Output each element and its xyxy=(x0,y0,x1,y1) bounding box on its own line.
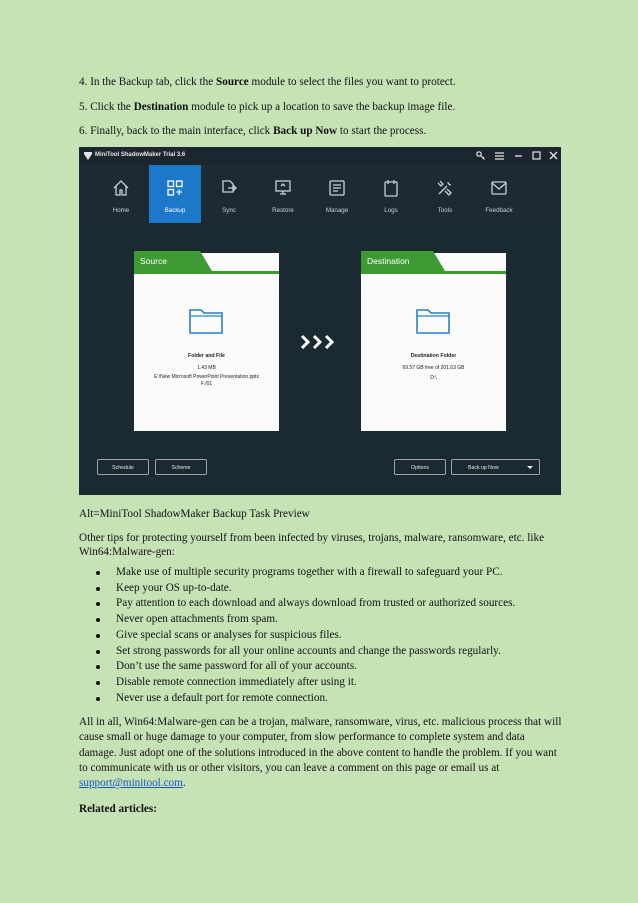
nav-restore[interactable] xyxy=(257,165,309,223)
feedback-icon xyxy=(490,179,508,197)
options-button[interactable]: Options xyxy=(394,459,446,475)
nav-sync[interactable] xyxy=(203,165,255,223)
list-item: Pay attention to each download and always download from trusted or authorized sources. xyxy=(96,596,515,612)
step-5-text-end: module to pick up a location to save the backup image file. xyxy=(188,101,456,113)
step-6-text: 6. Finally, back to the main interface, click xyxy=(79,125,274,137)
nav-manage-label: Manage xyxy=(325,207,349,214)
destination-tab: Destination xyxy=(361,251,433,271)
support-email-link[interactable]: support@minitool.com xyxy=(79,777,183,790)
list-item: Never use a default port for remote connection. xyxy=(96,691,515,707)
back-up-now-label: Back up Now xyxy=(468,465,499,471)
manage-icon xyxy=(328,179,346,197)
source-path-1: E:/New Microsoft PowerPoint Presentation.pptx xyxy=(153,374,260,380)
source-strip xyxy=(134,271,279,274)
tools-icon xyxy=(436,179,454,197)
summary-end: . xyxy=(182,777,186,790)
list-item: Give special scans or analyses for suspicious files. xyxy=(96,628,515,644)
scheme-button[interactable]: Scheme xyxy=(155,459,207,475)
nav-home-label: Home xyxy=(112,207,130,214)
related-articles-label: Related articles: xyxy=(79,803,157,815)
step-6-bold: Back up Now xyxy=(273,125,338,137)
source-card[interactable] xyxy=(134,253,279,431)
destination-free: 69.57 GB free of 201.63 GB xyxy=(402,365,465,371)
step-6-text-end: to start the process. xyxy=(337,125,427,137)
step-4-bold: Source xyxy=(216,76,249,88)
step-5-bold: Destination xyxy=(133,101,189,113)
step-4 xyxy=(79,75,456,89)
list-item: Never open attachments from spam. xyxy=(96,612,515,628)
close-icon[interactable] xyxy=(548,150,559,161)
nav-restore-label: Restore xyxy=(272,207,294,214)
folder-icon xyxy=(189,306,223,334)
nav-tools[interactable] xyxy=(419,165,471,223)
destination-strip xyxy=(361,271,506,274)
title-bar xyxy=(79,147,561,165)
related-articles-heading xyxy=(79,802,157,816)
step-4-text-end: module to select the files you want to protect. xyxy=(248,76,456,88)
back-up-now-button[interactable] xyxy=(451,459,540,475)
list-item: Don’t use the same password for all of your accounts. xyxy=(96,659,515,675)
list-item: Keep your OS up-to-date. xyxy=(96,581,515,597)
folder-icon xyxy=(416,306,450,334)
nav-manage[interactable] xyxy=(311,165,363,223)
restore-icon xyxy=(274,179,292,197)
destination-card[interactable] xyxy=(361,253,506,431)
step-4-text: 4. In the Backup tab, click the xyxy=(79,76,217,88)
summary-paragraph xyxy=(79,715,564,791)
key-icon[interactable] xyxy=(475,150,486,161)
nav-backup[interactable] xyxy=(149,165,201,223)
list-item: Disable remote connection immediately after using it. xyxy=(96,675,515,691)
main-nav xyxy=(79,165,561,223)
list-item: Set strong passwords for all your online accounts and change the passwords regularly. xyxy=(96,644,515,660)
logs-icon xyxy=(382,179,400,197)
backup-panel xyxy=(79,223,561,495)
step-5-text: 5. Click the xyxy=(79,101,134,113)
source-heading: Folder and File xyxy=(188,353,225,359)
step-5 xyxy=(79,100,455,114)
chevron-down-icon[interactable] xyxy=(527,466,533,469)
nav-logs-label: Logs xyxy=(384,207,398,214)
menu-icon[interactable] xyxy=(494,150,505,161)
nav-feedback-label: Feedback xyxy=(485,207,513,214)
sync-icon xyxy=(220,179,238,197)
backup-icon xyxy=(166,179,184,197)
app-logo-icon xyxy=(84,151,92,160)
image-caption: Alt=MiniTool ShadowMaker Backup Task Preview xyxy=(79,508,310,520)
app-screenshot xyxy=(79,147,561,495)
maximize-icon[interactable] xyxy=(531,150,542,161)
source-tab-corner xyxy=(200,251,212,271)
nav-feedback[interactable] xyxy=(473,165,525,223)
tips-intro: Other tips for protecting yourself from been infected by viruses, trojans, malware, ransomware, etc. like Win64:Malware-gen: xyxy=(79,532,545,558)
nav-logs[interactable] xyxy=(365,165,417,223)
tips-list xyxy=(96,565,515,706)
schedule-button[interactable]: Schedule xyxy=(97,459,149,475)
home-icon xyxy=(112,179,130,197)
arrow-right-icon xyxy=(300,334,340,350)
summary-text: All in all, Win64:Malware-gen can be a trojan, malware, ransomware, virus, etc. malicious process that will cause small or huge damage to your computer, from slow performance to complete system and data damage. Just adopt one of the solutions introduced in the above content to handle the problem. If you want to communicate with us or other visitors, you can leave a comment on this page or email us at xyxy=(79,716,562,774)
source-path-2: F:/01 xyxy=(200,381,213,387)
nav-sync-label: Sync xyxy=(222,207,236,214)
source-tab: Source xyxy=(134,251,200,271)
step-6 xyxy=(79,124,426,138)
destination-drive: D:\ xyxy=(430,375,437,381)
minimize-icon[interactable] xyxy=(513,150,524,161)
nav-tools-label: Tools xyxy=(437,207,453,214)
destination-tab-corner xyxy=(433,251,445,271)
source-size: 1.43 MB xyxy=(197,365,216,371)
nav-backup-label: Backup xyxy=(164,207,186,214)
destination-heading: Destination Folder xyxy=(410,353,457,359)
app-title: MiniTool ShadowMaker Trial 3.6 xyxy=(95,152,186,158)
list-item: Make use of multiple security programs together with a firewall to safeguard your PC. xyxy=(96,565,515,581)
nav-home[interactable] xyxy=(95,165,147,223)
